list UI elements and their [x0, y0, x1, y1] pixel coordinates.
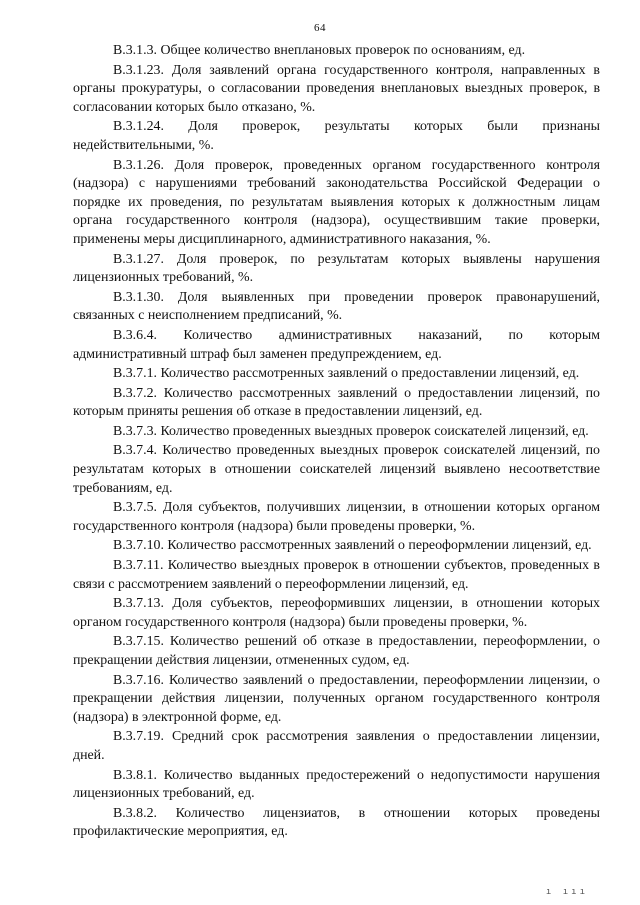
footer-scan-mark: ı ııı [545, 887, 588, 897]
paragraph: В.3.1.27. Доля проверок, по результатам которых выявлены нарушения лицензионных требований, %. [73, 251, 600, 286]
paragraph: В.3.7.2. Количество рассмотренных заявлений о предоставлении лицензий, по которым приняты решения об отказе в предоставлении лицензий, ед. [73, 385, 600, 420]
paragraph: В.3.1.23. Доля заявлений органа государственного контроля, направленных в органы прокуратуры, о согласовании проведения внеплановых выездных проверок, в согласовании которых было отказано, %. [73, 62, 600, 115]
paragraph: В.3.7.10. Количество рассмотренных заявлений о переоформлении лицензий, ед. [113, 538, 592, 554]
paragraph: В.3.1.26. Доля проверок, проведенных органом государственного контроля (надзора) с нарушениями требований законодательства Российской Федерации о порядке их проведения, по результатам выявления которых к должностным лицам органа государственного контроля (надзора), осуществившим такие проверки, применены меры дисциплинарного, административного наказания, %. [73, 157, 600, 247]
paragraph: В.3.7.3. Количество проведенных выездных проверок соискателей лицензий, ед. [113, 423, 589, 439]
paragraph: В.3.7.4. Количество проведенных выездных проверок соискателей лицензий, по результатам которых в отношении соискателей лицензий выявлено несоответствие требованиям, ед. [73, 443, 600, 496]
page-number: 64 [314, 22, 326, 34]
paragraph: В.3.7.13. Доля субъектов, переоформивших лицензии, в отношении которых органом государственного контроля (надзора) были проведены проверки, %. [73, 596, 600, 630]
paragraph: В.3.7.11. Количество выездных проверок в отношении субъектов, проведенных в связи с рассмотрением заявлений о переоформлении лицензий, ед. [73, 558, 600, 592]
paragraph: В.3.8.1. Количество выданных предостережений о недопустимости нарушения лицензионных требований, ед. [73, 767, 600, 802]
paragraph: В.3.7.19. Средний срок рассмотрения заявления о предоставлении лицензии, дней. [73, 729, 600, 763]
paragraph: В.3.7.15. Количество решений об отказе в предоставлении, переоформлении, о прекращении действия лицензии, отмененных судом, ед. [73, 634, 600, 668]
paragraph: В.3.7.16. Количество заявлений о предоставлении, переоформлении лицензии, о прекращении действия лицензии, полученных органом государственного контроля (надзора) в электронной форме, ед. [73, 672, 600, 725]
paragraph: В.3.6.4. Количество административных наказаний, по которым административный штраф был заменен предупреждением, ед. [73, 327, 600, 362]
paragraph: В.3.8.2. Количество лицензиатов, в отношении которых проведены профилактические мероприятия, ед. [73, 805, 600, 840]
paragraph: В.3.1.3. Общее количество внеплановых проверок по основаниям, ед. [113, 43, 526, 58]
paragraph: В.3.1.24. Доля проверок, результаты которых были признаны недействительными, %. [73, 119, 600, 153]
document-body [73, 42, 600, 842]
paragraph: В.3.7.5. Доля субъектов, получивших лицензии, в отношении которых органом государственного контроля (надзора) были проведены проверки, %. [73, 500, 600, 534]
paragraph: В.3.7.1. Количество рассмотренных заявлений о предоставлении лицензий, ед. [113, 366, 580, 382]
paragraph: В.3.1.30. Доля выявленных при проведении проверок правонарушений, связанных с неисполнением предписаний, %. [73, 289, 600, 324]
